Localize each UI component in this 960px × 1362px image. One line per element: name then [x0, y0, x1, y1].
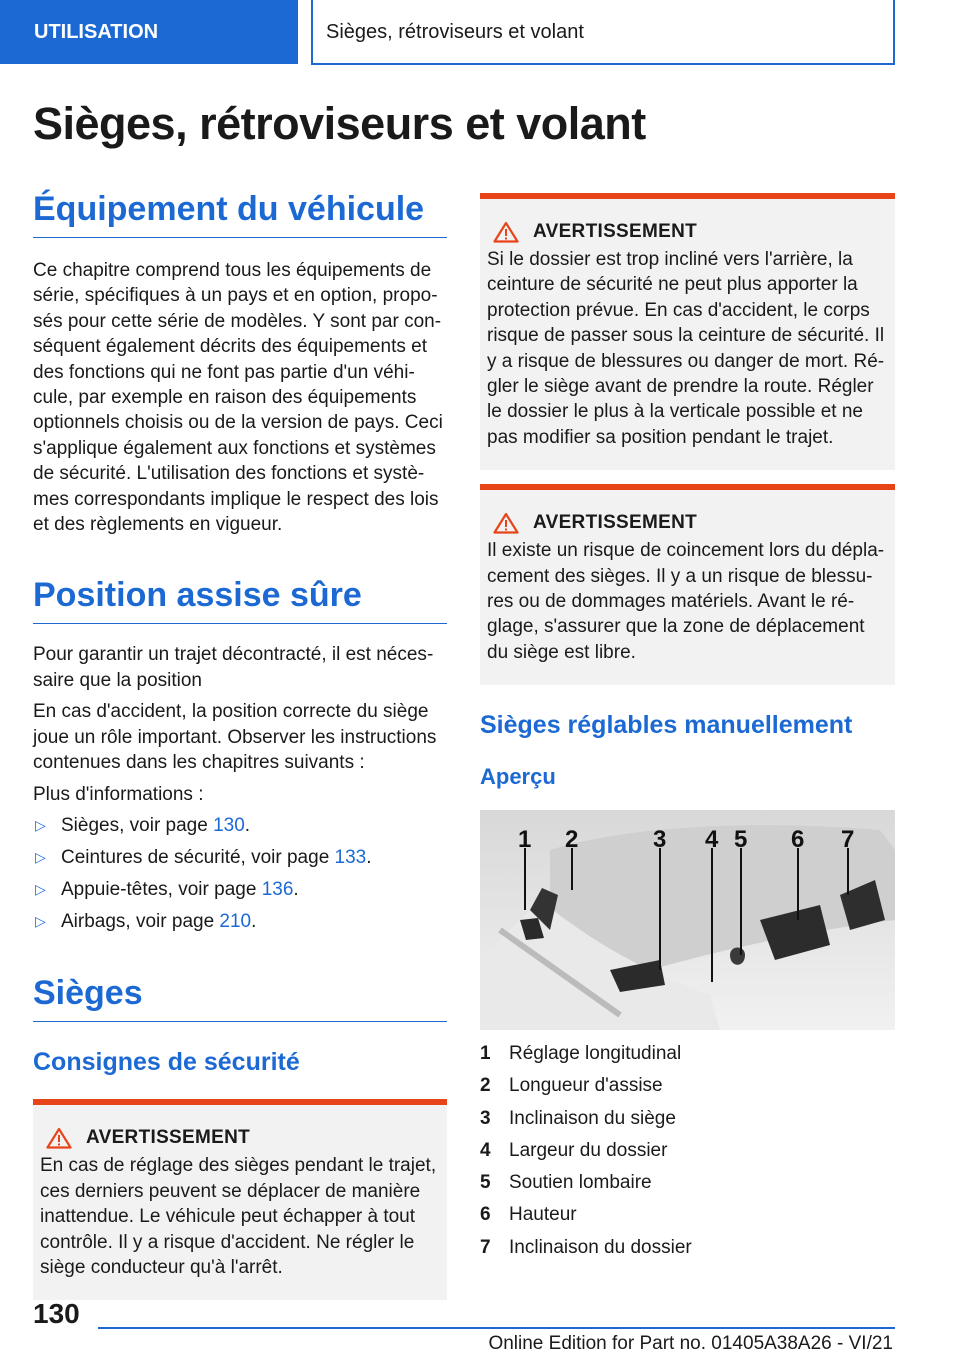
list-item: 7 Inclinaison du dossier [480, 1236, 692, 1258]
figure-legend [480, 1038, 895, 1263]
equipement-text: Ce chapitre comprend tous les équipements de série, spécifiques à un pays et en option, proposés pour cette série de modèles. Y sont par conséquent également décrits des équipements et des fonctions qui ne font pas partie d'un véhicule, par exemple en raison des équipements optionnels choisis ou de la version de pays. Ceci s'applique également aux fonctions et systèmes de sécurité. L'utilisation des fonctions et systèmes correspondants implique le respect des lois et des règlements en vigueur. [33, 260, 443, 536]
triangle-bullet-icon: ▷ [35, 848, 46, 865]
list-item: 1 Réglage longitudinal [480, 1043, 682, 1065]
list-item: ▷ Sièges, voir page 130. [33, 813, 447, 838]
warning-text: En cas de réglage des sièges pendant le trajet, ces derniers peuvent se déplacer de manière inattendue. Le véhicule peut échapper à tout contrôle. Il y a risque d'accident. Ne régler le siège conducteur qu'à l'arrêt. [40, 1155, 437, 1278]
heading-apercu: Aperçu [480, 764, 556, 790]
left-column [33, 190, 447, 1300]
page-link[interactable]: 210 [219, 910, 252, 932]
triangle-bullet-icon: ▷ [35, 880, 46, 897]
heading-manual-seats: Sièges réglables manuellement [480, 711, 853, 740]
heading-sieges: Sièges [33, 974, 447, 1022]
right-column [480, 193, 895, 1264]
list-item: 4 Largeur du dossier [480, 1139, 668, 1161]
header-section-label: UTILISATION [34, 20, 159, 43]
warning-triangle-icon [493, 221, 519, 243]
figure-label: 4 [705, 826, 719, 854]
warning-box [33, 1099, 447, 1300]
triangle-bullet-icon: ▷ [35, 816, 46, 833]
list-item: 2 Longueur d'assise [480, 1075, 663, 1097]
footer-divider [98, 1327, 895, 1329]
position-p2: En cas d'accident, la position correcte du siège joue un rôle important. Observer les instructions contenues dans les chapitres suivants : [33, 701, 437, 774]
warning-triangle-icon [493, 512, 519, 534]
heading-consignes: Consignes de sécurité [33, 1048, 300, 1077]
figure-label: 5 [734, 826, 748, 854]
warning-text: Si le dossier est trop incliné vers l'arrière, la ceinture de sécurité ne peut plus apporter la protection prévue. En cas d'accident, le corps risque de passer sous la ceinture de sécurité. Il y a risque de blessures ou danger de mort. Régler le siège avant de prendre la route. Régler le dossier le plus à la verticale possible et ne pas modifier sa position pendant le trajet. [487, 249, 885, 448]
warning-box [480, 193, 895, 470]
page-link[interactable]: 130 [213, 814, 245, 836]
warning-label: AVERTISSEMENT [86, 1127, 251, 1149]
page-number: 130 [33, 1298, 80, 1329]
list-item: ▷ Ceintures de sécurité, voir page 133. [33, 845, 447, 870]
header-underline [311, 63, 895, 65]
figure-label: 6 [791, 826, 805, 854]
header-chapter-title: Sièges, rétroviseurs et volant [326, 20, 584, 43]
warning-text: Il existe un risque de coincement lors du déplacement des sièges. Il y a un risque de blessures ou de dommages matériels. Avant le réglage, s'assurer que la zone de déplacement du siège est libre. [487, 540, 885, 663]
triangle-bullet-icon: ▷ [35, 912, 46, 929]
figure-label: 1 [518, 826, 532, 854]
seat-controls-figure [480, 810, 895, 1030]
heading-equipement: Équipement du véhicule [33, 190, 447, 238]
warning-box [480, 484, 895, 685]
header-section-tab [0, 0, 298, 64]
list-item: ▷ Airbags, voir page 210. [33, 909, 447, 934]
list-item: 5 Soutien lombaire [480, 1172, 652, 1194]
page-title: Sièges, rétroviseurs et volant [33, 98, 646, 149]
page-link[interactable]: 133 [334, 846, 367, 868]
warning-label: AVERTISSEMENT [533, 512, 698, 534]
list-item: 3 Inclinaison du siège [480, 1107, 676, 1129]
warning-label: AVERTISSEMENT [533, 221, 698, 242]
header-divider-right [893, 0, 895, 64]
list-item: ▷ Appuie-têtes, voir page 136. [33, 877, 447, 902]
header-divider [311, 0, 313, 64]
footer-edition: Online Edition for Part no. 01405A38A26 - VI/21 [488, 1333, 893, 1354]
warning-triangle-icon [46, 1127, 72, 1149]
figure-label: 7 [841, 826, 855, 854]
figure-label: 2 [565, 826, 579, 854]
page-link[interactable]: 136 [261, 878, 294, 900]
position-p3: Plus d'informations : [33, 783, 204, 805]
list-item: 6 Hauteur [480, 1204, 577, 1226]
figure-label: 3 [653, 826, 667, 854]
heading-position: Position assise sûre [33, 576, 447, 624]
seat-illustration-icon [480, 810, 895, 1030]
reference-list [33, 813, 447, 934]
position-p1: Pour garantir un trajet décontracté, il est nécessaire que la position [33, 644, 434, 691]
